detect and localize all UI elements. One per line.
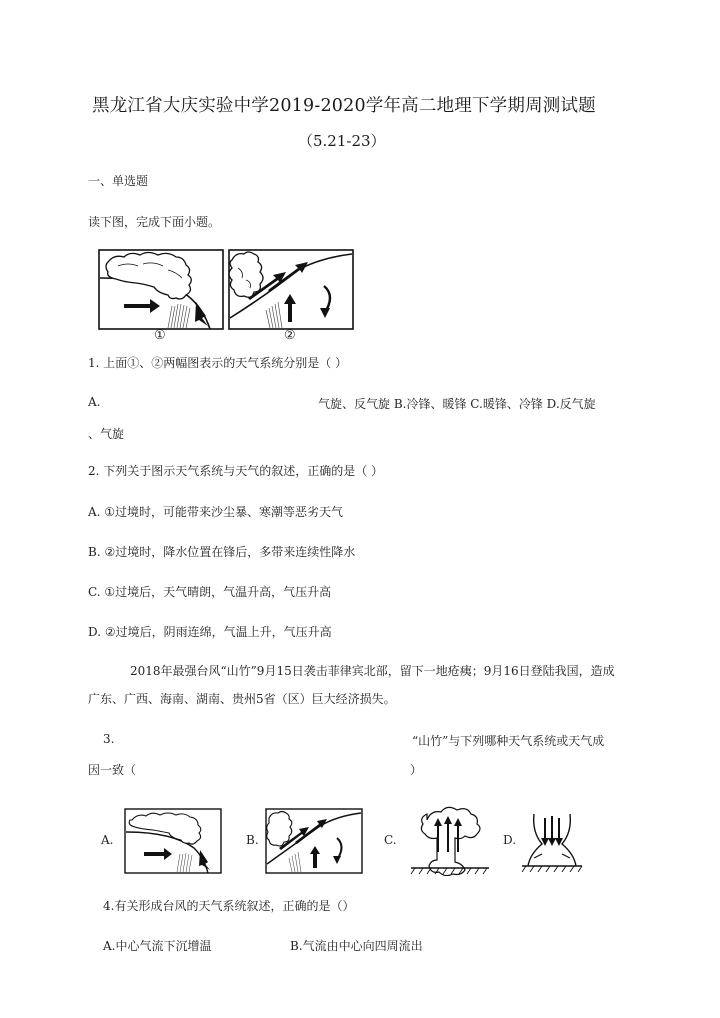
q3-option-d-label: D. xyxy=(503,833,517,847)
page-title: 黑龙江省大庆实验中学2019-2020学年高二地理下学期周测试题 xyxy=(92,96,596,116)
q2-stem: 2. 下列关于图示天气系统与天气的叙述，正确的是（ ） xyxy=(88,464,384,478)
front-diagrams-figure xyxy=(98,248,354,344)
passage-line-2: 广东、广西、海南、湖南、贵州5省（区）巨大经济损失。 xyxy=(88,692,396,706)
q4-stem: 4.有关形成台风的天气系统叙述，正确的是（） xyxy=(103,899,355,913)
figure-label-2: ② xyxy=(284,328,296,343)
passage-line-1: 2018年最强台风“山竹”9月15日袭击菲律宾北部，留下一地疮痍；9月16日登陆我国，造成 xyxy=(130,664,615,678)
arrow-up-icon xyxy=(434,816,462,852)
q1-options-line-2: 、气旋 xyxy=(88,427,125,441)
q2-option-c: C. ①过境后，天气晴朗，气温升高，气压升高 xyxy=(88,585,332,599)
figure-label-1: ① xyxy=(154,328,166,343)
q3-option-d-diagram xyxy=(520,810,584,876)
arrow-down-icon xyxy=(541,816,563,846)
q3-stem-line-2: 因一致（ xyxy=(88,763,137,777)
q3-option-a-diagram xyxy=(124,808,222,874)
q1-options-line: 气旋、反气旋 B.冷锋、暖锋 C.暖锋、冷锋 D.反气旋 xyxy=(318,397,596,411)
q2-option-d: D. ②过境后，阴雨连绵，气温上升，气压升高 xyxy=(88,625,332,639)
q3-option-c-label: C. xyxy=(384,833,397,847)
q4-option-a: A.中心气流下沉增温 xyxy=(103,939,212,953)
q3-number: 3. xyxy=(103,732,115,746)
q3-option-b-label: B. xyxy=(246,833,259,847)
q2-option-a: A. ①过境时，可能带来沙尘暴、寒潮等恶劣天气 xyxy=(88,505,344,519)
q1-option-a-letter: A. xyxy=(88,395,101,409)
q4-option-b: B.气流由中心向四周流出 xyxy=(290,939,423,953)
intro-text: 读下图，完成下面小题。 xyxy=(88,215,221,229)
q3-stem-line-2-close: ） xyxy=(410,763,423,777)
q3-option-c-diagram xyxy=(407,804,493,876)
q2-option-b: B. ②过境时，降水位置在锋后，多带来连续性降水 xyxy=(88,545,356,559)
q3-option-b-diagram xyxy=(265,808,363,874)
q3-option-a-label: A. xyxy=(101,833,114,847)
q3-stem: “山竹”与下列哪种天气系统或天气成 xyxy=(412,734,605,748)
section-heading: 一、单选题 xyxy=(88,174,149,188)
page-subtitle: （5.21-23） xyxy=(298,132,386,150)
q1-stem: 1. 上面①、②两幅图表示的天气系统分别是（ ） xyxy=(88,356,348,370)
